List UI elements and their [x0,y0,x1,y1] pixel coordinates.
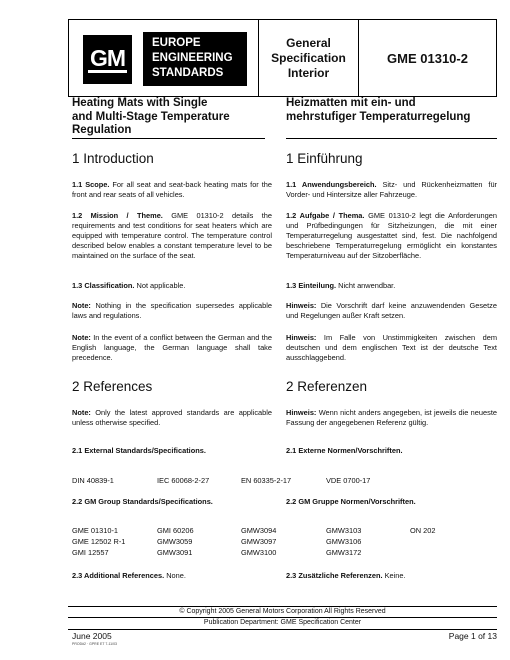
reference-item: GME 01310-1 [72,526,119,535]
reference-item: GMW3059 [157,537,193,546]
reference-item: GMW3106 [326,537,362,546]
section-heading: 2 Referenzen [286,379,368,394]
reference-item: GME 12502 R-1 [72,537,126,546]
paragraph-classification: 1.3 Classification. Not applicable. [72,281,186,290]
publication-department: Publication Department: GME Specification Center [203,619,362,626]
subsection-gm: 2.2 GM Group Standards/Specifications. [72,497,213,506]
section-heading: 1 Introduction [72,151,154,166]
section-heading: 2 References [72,379,153,394]
subsection-external: 2.1 External Standards/Specifications. [72,446,206,455]
document-number: GME 01310-2 [387,50,468,66]
note-laws: Note: Nothing in the specification supersedes applicable laws and regulations. [72,301,272,320]
title-de: Heizmatten mit ein- und mehrstufiger Temperaturregelung [286,97,471,123]
reference-item: GMW3094 [241,526,277,535]
page-number: Page 1 of 13 [448,631,497,641]
footer-rule [68,629,497,630]
reference-item: GMW3103 [326,526,362,535]
reference-item: VDE 0700-17 [326,476,371,485]
issue-date: June 2005 [72,631,112,641]
title-en: Heating Mats with Single and Multi-Stage Temperature Regulation [72,97,230,136]
paragraph-scope: 1.1 Scope. For all seat and seat-back heating mats for the front and rear seats of all vehicles. [72,180,272,199]
paragraph-mission: 1.2 Mission / Theme. GME 01310-2 details the requirements and test conditions for seat heaters which are equipped with temperature control. The temperature control described below enables a constant temperature level to be maintained on the surface of the seat. [72,211,272,260]
note-references: Note: Only the latest approved standards are applicable unless otherwise specified. [72,408,272,427]
production-code: PROD#2 · GPRE ET 7-11/03 [72,642,117,646]
reference-item: GMI 12557 [72,548,109,557]
paragraph-mission-de: 1.2 Aufgabe / Thema. GME 01310-2 legt die Anforderungen und Prüfbedingungen für Sitzheizungen, die mit einer Temperaturregelung ausgestattet sind, fest. Die nachfolgend beschriebene Temperaturregelung ermöglicht ein konstantes Temperaturniveau auf der Sitzoberfläche. [286,211,497,260]
reference-item: GMW3172 [326,548,362,557]
reference-item: GMW3091 [157,548,193,557]
subsection-additional: 2.3 Additional References. None. [72,571,186,580]
title-rule [286,138,497,139]
reference-item: GMI 60206 [157,526,194,535]
spec-category: General Specification Interior [271,35,346,80]
document-header [68,19,497,97]
paragraph-classification-de: 1.3 Einteilung. Nicht anwendbar. [286,281,396,290]
subsection-gm-de: 2.2 GM Gruppe Normen/Vorschriften. [286,497,416,506]
subsection-additional-de: 2.3 Zusätzliche Referenzen. Keine. [286,571,406,580]
note-language: Note: In the event of a conflict between the German and the English language, the German language shall take precedence. [72,333,272,362]
german-column [286,97,498,124]
reference-item: GMW3100 [241,548,277,557]
reference-item: GMW3097 [241,537,277,546]
gm-logo: GM [83,35,132,84]
subsection-external-de: 2.1 Externe Normen/Vorschriften. [286,446,403,455]
copyright: © Copyright 2005 General Motors Corporation All Rights Reserved [179,608,386,615]
reference-item: IEC 60068-2-27 [157,476,210,485]
english-column [72,97,272,138]
section-heading: 1 Einführung [286,151,363,166]
note-references-de: Hinweis: Wenn nicht anders angegeben, ist jeweils die neueste Fassung der angegebenen Referenz gültig. [286,408,497,427]
reference-item: ON 202 [410,526,436,535]
paragraph-scope-de: 1.1 Anwendungsbereich. Sitz- und Rückenheizmatten für Vorder- und Hintersitze aller Fahrzeuge. [286,180,498,199]
note-language-de: Hinweis: Im Falle von Unstimmigkeiten zwischen dem deutschen und dem englischen Text ist der deutsche Text ausschlaggebend. [286,333,497,362]
note-laws-de: Hinweis: Die Vorschrift darf keine anzuwendenden Gesetze und Regelungen außer Kraft setzen. [286,301,497,320]
title-rule [72,138,265,139]
europe-engineering-standards-logo: EUROPE ENGINEERING STANDARDS [143,32,247,86]
reference-item: DIN 40839-1 [72,476,114,485]
reference-item: EN 60335-2-17 [241,476,292,485]
